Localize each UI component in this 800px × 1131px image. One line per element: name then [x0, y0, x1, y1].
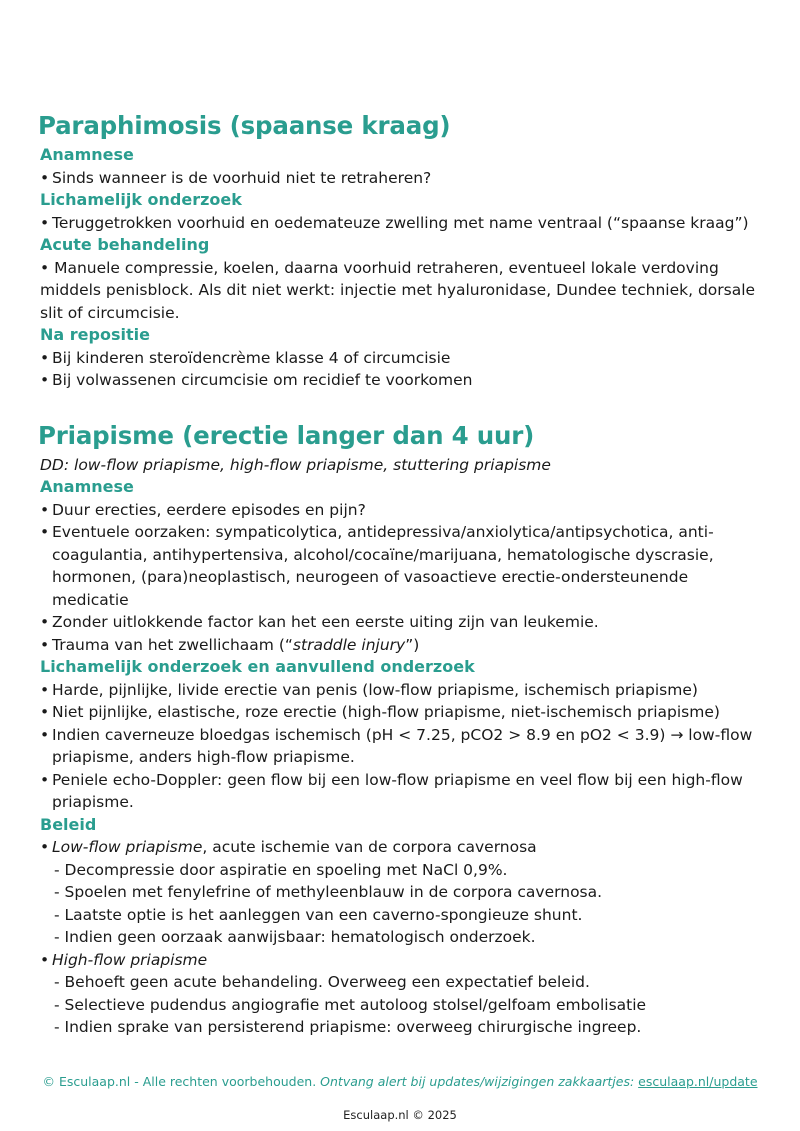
list-item-high-flow	[38, 949, 764, 972]
trauma-italic: straddle injury	[292, 635, 406, 654]
list-item: • Indien caverneuze bloedgas ischemisch (pH < 7.25, pCO2 > 8.9 en pO2 < 3.9) → low-flow priapisme, anders high-flow priapisme.	[38, 724, 764, 769]
list-anamnese	[38, 167, 764, 190]
section-title-paraphimosis: Paraphimosis (spaanse kraag)	[38, 111, 451, 140]
heading-anamnese-priapisme: Anamnese	[40, 477, 134, 496]
list-item: • Zonder uitlokkende factor kan het een eerste uiting zijn van leukemie.	[38, 611, 764, 634]
differential-diagnosis: DD: low-flow priapisme, high-flow priapisme, stuttering priapisme	[40, 455, 551, 474]
list-item-low-flow	[38, 836, 764, 859]
list-item-trauma	[38, 634, 764, 657]
list-item: - Indien sprake van persisterend priapisme: overweeg chirurgische ingreep.	[54, 1018, 642, 1036]
list-item: • Sinds wanneer is de voorhuid niet te retraheren?	[38, 167, 764, 190]
list-item: - Laatste optie is het aanleggen van een caverno-spongieuze shunt.	[54, 905, 583, 924]
section-title-priapisme: Priapisme (erectie langer dan 4 uur)	[38, 420, 535, 450]
footer	[0, 1074, 800, 1089]
heading-acute-behandeling: Acute behandeling	[40, 235, 210, 254]
trauma-suffix: ”)	[405, 635, 420, 654]
heading-na-repositie: Na repositie	[40, 325, 150, 344]
list-item: - Indien geen oorzaak aanwijsbaar: hematologisch onderzoek.	[54, 928, 536, 946]
list-lichamelijk-onderzoek	[38, 212, 764, 235]
list-beleid-high	[38, 949, 764, 972]
list-item: • Teruggetrokken voorhuid en oedemateuze zwelling met name ventraal (“spaanse kraag”)	[38, 212, 764, 235]
list-item: • Peniele echo-Doppler: geen flow bij een low-flow priapisme en veel flow bij een high-flow priapisme.	[38, 769, 764, 814]
high-flow-label: High-flow priapisme	[52, 950, 208, 969]
list-onderzoek	[38, 679, 764, 814]
list-item: • Niet pijnlijke, elastische, roze erectie (high-flow priapisme, niet-ischemisch priapisme)	[38, 701, 764, 724]
footer-update-link[interactable]: esculaap.nl/update	[638, 1074, 758, 1089]
footer-rights: © Esculaap.nl - Alle rechten voorbehouden.	[42, 1074, 317, 1089]
list-item: • Eventuele oorzaken: sympaticolytica, antidepressiva/anxiolytica/antipsychotica, anti-coagulantia, antihypertensiva, alcohol/cocaïne/marijuana, hematologische dyscrasie, hormonen, (para)neoplastisch, neurogeen of vasoactieve erectie-ondersteunende medicatie	[38, 521, 764, 611]
heading-beleid: Beleid	[40, 814, 97, 834]
list-item: • Harde, pijnlijke, livide erectie van penis (low-flow priapisme, ischemisch priapisme)	[38, 679, 764, 702]
list-acute-behandeling	[38, 257, 764, 325]
heading-lichamelijk-onderzoek: Lichamelijk onderzoek	[40, 190, 242, 209]
page-content	[38, 108, 764, 1039]
low-flow-description: , acute ischemie van de corpora cavernosa	[202, 838, 537, 856]
heading-anamnese: Anamnese	[40, 145, 134, 164]
list-item: - Decompressie door aspiratie en spoeling met NaCl 0,9%.	[54, 860, 508, 879]
list-beleid	[38, 836, 764, 859]
list-item: • Bij volwassenen circumcisie om recidief te voorkomen	[38, 369, 764, 392]
list-low-flow-steps	[38, 859, 764, 949]
list-na-repositie	[38, 347, 764, 392]
list-item: - Behoeft geen acute behandeling. Overweeg een expectatief beleid.	[54, 973, 590, 991]
list-high-flow-steps	[38, 971, 764, 1039]
list-item: • Duur erecties, eerdere episodes en pijn?	[38, 499, 764, 522]
copyright: Esculaap.nl © 2025	[343, 1108, 457, 1122]
heading-onderzoek: Lichamelijk onderzoek en aanvullend onderzoek	[40, 657, 475, 676]
list-item: • Manuele compressie, koelen, daarna voorhuid retraheren, eventueel lokale verdoving middels penisblock. Als dit niet werkt: injectie met hyaluronidase, Dundee techniek, dorsale slit of circumcisie.	[40, 258, 756, 322]
list-item: - Selectieve pudendus angiografie met autoloog stolsel/gelfoam embolisatie	[54, 995, 647, 1014]
list-item: - Spoelen met fenylefrine of methyleenblauw in de corpora cavernosa.	[54, 883, 603, 901]
list-item: • Bij kinderen steroïdencrème klasse 4 of circumcisie	[38, 347, 764, 370]
low-flow-label: Low-flow priapisme	[52, 838, 203, 856]
list-anamnese-priapisme	[38, 499, 764, 657]
footer-alert: Ontvang alert bij updates/wijzigingen zakkaartjes:	[320, 1074, 635, 1089]
trauma-prefix: Trauma van het zwellichaam (“	[52, 635, 293, 654]
